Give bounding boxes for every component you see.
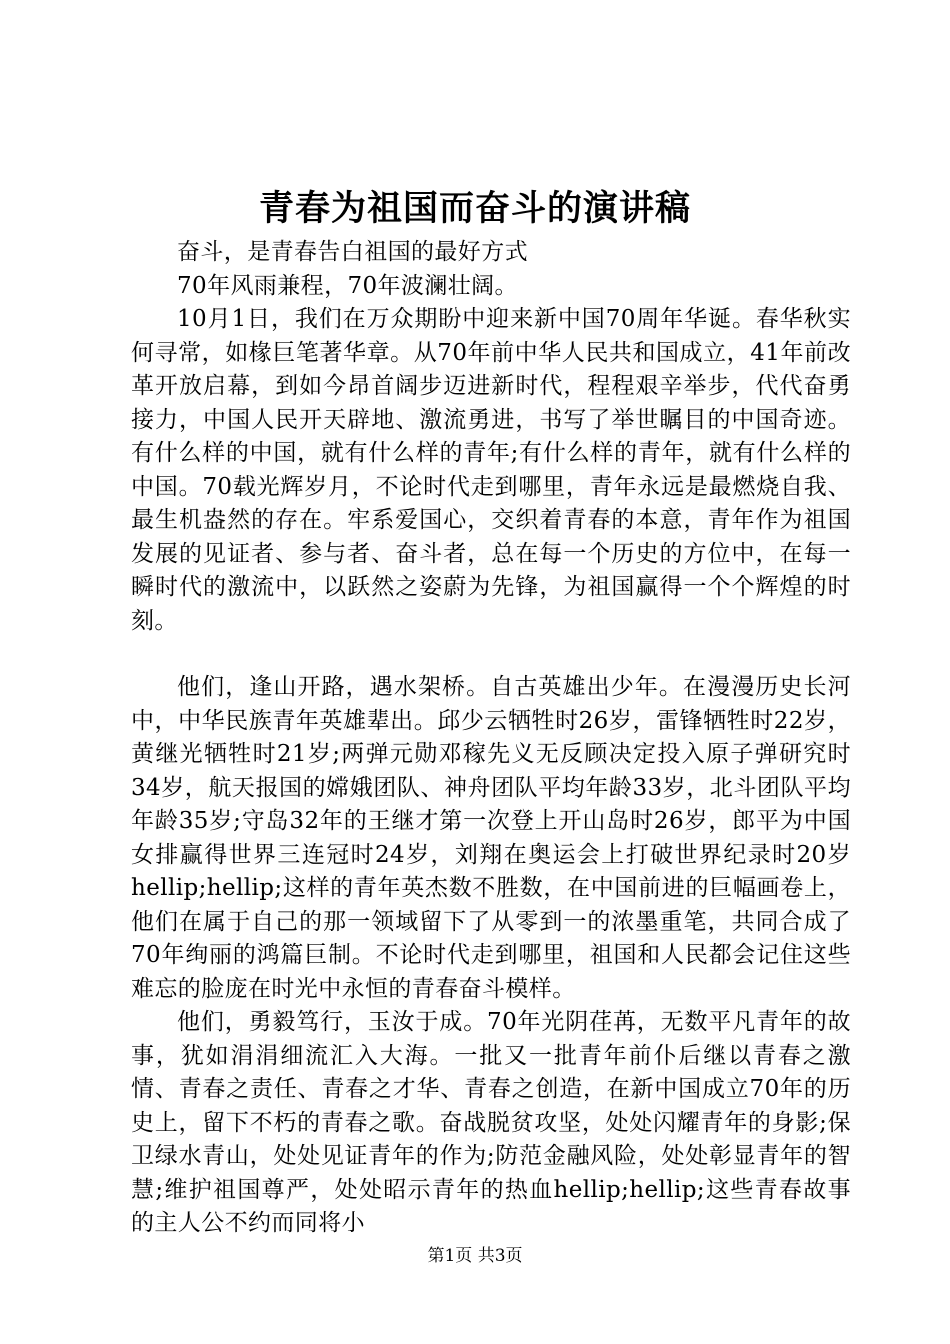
paragraph-anniversary: 10月1日，我们在万众期盼中迎来新中国70周年华诞。春华秋实何寻常，如椽巨笔著华章。从70年前中华人民共和国成立，41年前改革开放启幕，到如今昂首阔步迈进新时代，程程艰辛举步，代代奋勇接力，中国人民开天辟地、激流勇进，书写了举世瞩目的中国奇迹。有什么样的中国，就有什么样的青年;有什么样的青年，就有什么样的中国。70载光辉岁月，不论时代走到哪里，青年永远是最燃烧自我、最生机盎然的存在。牢系爱国心，交织着青春的本意，青年作为祖国发展的见证者、参与者、奋斗者，总在每一个历史的方位中，在每一瞬时代的激流中，以跃然之姿蔚为先锋，为祖国赢得一个个辉煌的时刻。 [131, 306, 851, 634]
paragraph-intro: 70年风雨兼程，70年波澜壮阔。 [177, 272, 518, 299]
paragraph-ordinary-youth: 他们，勇毅笃行，玉汝于成。70年光阴荏苒，无数平凡青年的故事，犹如涓涓细流汇入大海。一批又一批青年前仆后继以青春之激情、青春之责任、青春之才华、青春之创造，在新中国成立70年的历史上，留下不朽的青春之歌。奋战脱贫攻坚，处处闪耀青年的身影;保卫绿水青山，处处见证青年的作为;防范金融风险，处处彰显青年的智慧;维护祖国尊严，处处昭示青年的热血hellip;hellip;这些青春故事的主人公不约而同将小 [131, 1009, 851, 1236]
paragraph-subtitle: 奋斗，是青春告白祖国的最好方式 [177, 239, 528, 265]
document-title: 青春为祖国而奋斗的演讲稿 [258, 188, 691, 229]
paragraph-heroes: 他们，逢山开路，遇水架桥。自古英雄出少年。在漫漫历史长河中，中华民族青年英雄辈出。邱少云牺牲时26岁，雷锋牺牲时22岁，黄继光牺牲时21岁;两弹元勋邓稼先义无反顾决定投入原子弹研究时34岁，航天报国的嫦娥团队、神舟团队平均年龄33岁，北斗团队平均年龄35岁;守岛32年的王继才第一次登上开山岛时26岁，郎平为中国女排赢得世界三连冠时24岁，刘翔在奥运会上打破世界纪录时20岁hellip;hellip;这样的青年英杰数不胜数，在中国前进的巨幅画卷上，他们在属于自己的那一领域留下了从零到一的浓墨重笔，共同合成了70年绚丽的鸿篇巨制。不论时代走到哪里，祖国和人民都会记住这些难忘的脸庞在时光中永恒的青春奋斗模样。 [131, 674, 851, 1002]
document-body [131, 236, 851, 1241]
page-number-footer: 第1页 共3页 [427, 1246, 523, 1266]
